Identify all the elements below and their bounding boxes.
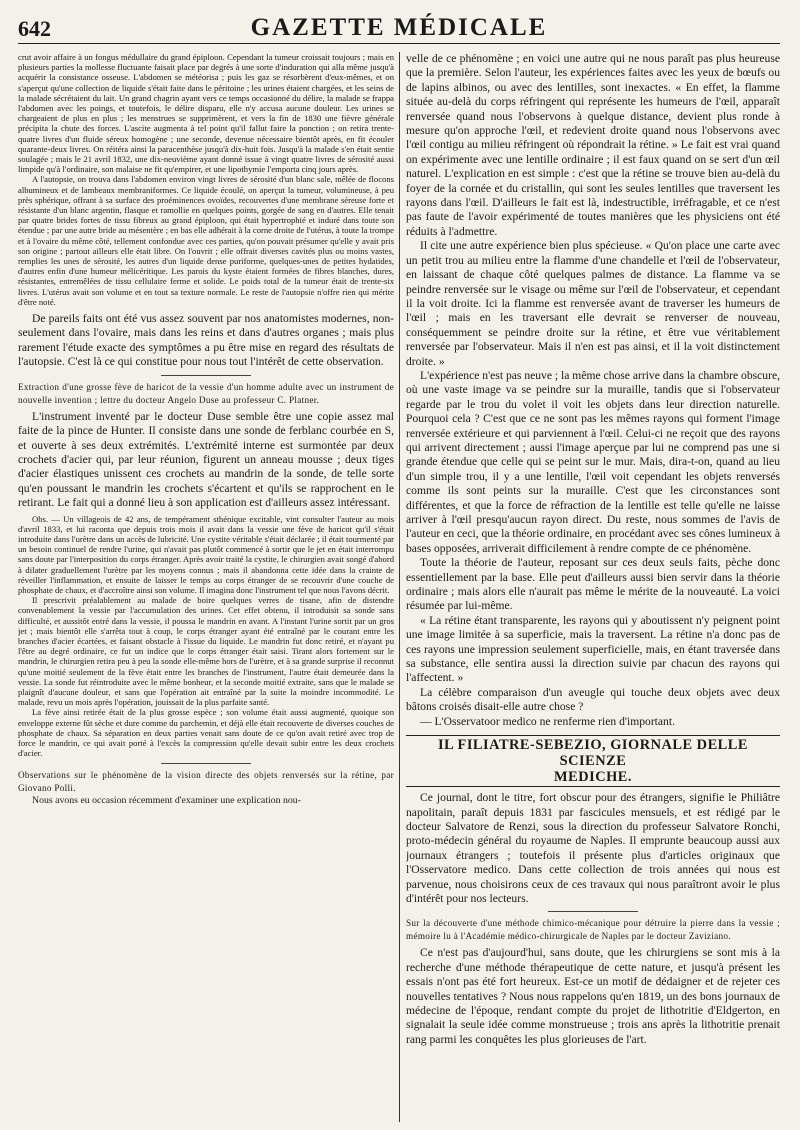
- section-title-line-1: IL FILIATRE-SEBEZIO, GIORNALE DELLE SCIENZE: [438, 737, 748, 770]
- observation-paragraph: Obs. — Un villageois de 42 ans, de tempérament sthénique excitable, vint consulter l'auteur au mois d'avril 1833, et lui raconta que depuis trois mois il avait dans la vessie une fève de haricot qu'il s'était introduite dans l'urètre dans un accès de lubricité. Une cystite véritable s'était déclarée ; il était tourmenté par un besoin continuel de rendre l'urine, qui n'avait pas plutôt commencé à sortir que le jet en était interrompu sans doute par l'interposition du corps étranger. Après avoir traité la cystite, le chirurgien avait songé d'abord à dilater graduellement l'urètre par les moyens connus ; mais il abandonna cette idée dans la crainte de réveiller l'inflammation, et ensuite de laisser le temps au corps étranger de se recouvrir d'une couche de phosphate de chaux, et d'accroître ainsi son volume. Il imagina donc l'instrument tel que nous l'avons décrit.: [18, 513, 394, 595]
- osservatore-note: — L'Osservatoor medico ne renferme rien d'important.: [420, 714, 675, 728]
- article-heading-duse: Extraction d'une grosse fève de haricot de la vessie d'un homme adulte avec un instrument de nouvelle invention ; lettre du docteur Angelo Duse au professeur C. Platner.: [18, 381, 394, 405]
- separator-rule: [161, 763, 251, 764]
- vision-continuation-paragraph: velle de ce phénomène ; en voici une autre qui ne nous paraît pas plus heureuse que la première. Selon l'auteur, les expériences faites avec les yeux de bœufs ou de lapins albinos, ou avec des lentilles, sont inexactes. « En effet, la flamme située au-delà du corps réfringent qui représente les humeurs de l'œil, apparaît renversée quand nous l'observons à quelque distance, devient plus ronde à mesure qu'on approche l'œil, et redevient droite quand nous l'observons avec l'œil contigu au milieu réfringent où répondrait la rétine. » Le fait est vrai quand on expérimente avec une lentille ordinaire ; il est faux quand on se sert d'un œil naturel. L'explication en est simple : c'est que la rétine se trouve bien au-delà du foyer de la cornée et du cristallin, qui sont les seules lentilles que traversent les rayons dans l'œil. D'ailleurs le fait est là, indestructible, irréfragable, et ce n'est pas faute de l'avoir expérimenté de toutes manières que les physiciens ont été réduits à l'admettre.: [406, 52, 780, 238]
- instrument-description-paragraph: L'instrument inventé par le docteur Duse semble être une copie assez mal faite de la pince de Hunter. Il consiste dans une sonde de ferblanc courbée en S, et ouverte à ses deux extrémités. L'extrémité interne est surmontée par deux crochets d'acier qui, par leur réunion, figurent un anneau mousse ; deux tiges d'acier élastiques unissent ces crochets au mandrin de la sonde, de telle sorte qu'en poussant le mandrin les crochets s'écartent et qu'ils se rapprochent en le retirant. Le fait qui a donné lieu à son application est d'ailleurs assez intéressant.: [18, 409, 394, 510]
- journal-title: GAZETTE MÉDICALE: [250, 14, 548, 41]
- candle-experiment-paragraph: Il cite une autre expérience bien plus spécieuse. « Qu'on place une carte avec un petit trou au milieu entre la flamme d'une chandelle et l'œil de l'observateur, en laissant de chaque côté quelques palmes de distance. La flamme va se peindre renversée sur le visage ou même sur l'œil de l'observateur, et cependant il la voit droite. Ici la flamme est renversée avant de traverser les humeurs de l'œil ; mais en les traversant elle devrait se renverser de nouveau, conséquemment se peindre droite sur la rétine, et être vue véritablement renversée par l'observateur. Mais il n'en est pas ainsi, et il la voit distinctement droite. »: [406, 239, 780, 368]
- page-number: 642: [18, 16, 51, 41]
- column-divider: [399, 52, 400, 1122]
- theory-critique-paragraph: Toute la théorie de l'auteur, reposant sur ces deux seuls faits, pèche donc essentiellement par la base. Elle peut d'ailleurs aussi bien servir dans la théorie ordinaire ; mais alors elle n'aurait pas même le mérite de la nouveauté. La voici résumée par lui-même.: [406, 556, 780, 613]
- vision-intro-paragraph: Nous avons eu occasion récemment d'examiner une explication nou-: [32, 795, 301, 807]
- bean-description-paragraph: La fève ainsi retirée était de la plus grosse espèce ; son volume était aussi augmenté, quoique son enveloppe externe fût sèche et dure comme du parchemin, et déjà elle était recouverte de diverses couches de phosphate de chaux. Sa séparation en deux parties venait sans doute de ce qu'on avait retiré avec trop de force le mandrin, ce qui avait porté à l'excès la compression qu'elle devait subir entre les deux crochets d'acier.: [18, 707, 394, 759]
- procedure-paragraph: Il prescrivit préalablement au malade de boire quelques verres de tisane, afin de distendre convenablement la vessie par l'accumulation des urines. Cet effet obtenu, il introduisit sa sonde sans difficulté, et aussitôt entré dans la vessie, il poussa le mandrin en avant. A l'instant l'urine sortit par un gros jet ; mais bientôt elle s'arrêta tout à coup, le corps étranger ayant été entraîné par le courant entre les branches d'acier écartées, et faisant obstacle à l'issue du liquide. Le mandrin fut donc retiré, et n'ayant pu l'être au degré ordinaire, ce fut un indice que le corps étranger était saisi. Tirant alors fortement sur le mandrin, le chirurgien retira peu à peu la sonde elle-même hors de l'urètre, et à sa grande surprise il reconnut qu'une moitié seulement de la fève était entre les branches de l'instrument, l'autre était demeurée dans la vessie. La sonde fut réintroduite avec le même bonheur, et la seconde moitié extraite, sans que le malade se plaignît d'aucune douleur, et sans que l'opération ait entraîné par la suite la moindre incommodité. Le malade, revu un mois après l'opération, jouissait de la plus parfaite santé.: [18, 595, 394, 708]
- left-column: [18, 52, 394, 1124]
- separator-rule: [548, 911, 638, 912]
- right-column: [406, 52, 780, 1124]
- blind-man-comparison: La célèbre comparaison d'un aveugle qui touche deux objets avec deux bâtons croisés disait-elle autre chose ?: [406, 685, 780, 714]
- commentary-paragraph: De pareils faits ont été vus assez souvent par nos anatomistes modernes, non-seulement dans l'ovaire, mais dans les reins et dans d'autres organes ; mais plus rarement l'étude exacte des symptômes a pu être mise en regard des résultats de l'autopsie. C'est là ce qui constitue pour nous tout l'intérêt de cette observation.: [18, 312, 394, 369]
- author-summary-quote: « La rétine étant transparente, les rayons qui y aboutissent n'y peignent point une image limitée à sa superficie, mais la traversent. La rétine n'a donc pas de ces rayons une impression seulement superficielle, mais, en étant traversée dans sa substance, elle sentira aussi la direction suivie par chacun des rayons qui l'affectent. »: [406, 613, 780, 685]
- separator-rule: [161, 375, 251, 376]
- journal-description-paragraph: Ce journal, dont le titre, fort obscur pour des étrangers, signifie le Philiâtre napolitain, paraît depuis 1831 par fascicules mensuels, et est rédigé par le docteur Salvatore de Renzi, sous la direction du professeur Salvatore Ronchi, proto-médecin général du royaume de Naples. Il emprunte beaucoup aussi aux journaux étrangers ; toutefois il présente plus d'articles originaux que l'Osservatore medico. Dans cette collection de trois années qui nous est parvenue, nous choisirons ceux de ces travaux qui nous paraîtront avoir le plus d'intérêt pour nos lecteurs.: [406, 791, 780, 905]
- section-title-line-2: MEDICHE.: [554, 769, 632, 786]
- lithotrity-paragraph: Ce n'est pas d'aujourd'hui, sans doute, que les chirurgiens se sont mis à la recherche d'une méthode thérapeutique de cette nature, et jusqu'à présent les essais n'ont pas été fort heureux. Est-ce un motif de dédaigner et de rejeter ces nouvelles tentatives ? Nous nous rappelons qu'en 1819, un des bons journaux de médecine de l'époque, rendant compte du projet de lithotritie d'Eldgerton, en signalait la seule idée comme monstrueuse ; trois ans après la lithotritie prenait rang parmi les conquêtes les plus glorieuses de l'art.: [406, 946, 780, 1046]
- page-header: [18, 14, 780, 44]
- case-continuation-paragraph: crut avoir affaire à un fongus médullaire du grand épiploon. Cependant la tumeur croissait toujours ; mais en plusieurs parties la mollesse fluctuante faisait place par degrés à une sorte d'induration qui alla même jusqu'à acquérir la consistance osseuse. L'abdomen se météorisa ; puis les gaz se résorbèrent d'eux-mêmes, et on s'aperçut qu'une collection de liquide s'était faite dans le péritoine ; les urines étaient chargées, et les seins de la malade sécrétaient du lait. Un grand chagrin ayant vers ce temps occasionné du délire, la malade se frappa l'abdomen avec les poings, et toutefois, le délire disparu, elle n'y accusa aucune douleur. Les urines se chargeaient de plus en plus ; les menstrues se supprimèrent, et vers la fin de 1830 une fièvre générale précipita la chute des forces. L'ascite augmenta à tel point qu'il fallut faire la ponction ; on retira trente-quatre livres d'un fluide séreux homogène ; une seconde, devenue nécessaire bientôt après, en fit écouler quarante-deux livres. On réitéra ainsi la paracenthèse jusqu'à dix-huit fois. Jusqu'à la malade s'en était sentie soulagée ; mais le 21 avril 1832, une dix-neuvième ayant donné issue à vingt quatre livres de sérosité aussi limpide qu'à l'ordinaire, son malaise ne fit qu'empirer, et une lipothymie l'emporta cinq jours après.: [18, 52, 394, 175]
- autopsy-paragraph: A l'autopsie, on trouva dans l'abdomen environ vingt livres de sérosité d'un blanc sale, mêlée de flocons albumineux et de lambeaux membraniformes. Ce liquide écoulé, on aperçut la tumeur, volumineuse, à peu près sphérique, offrant à sa surface des proéminences ovoïdes, recouvertes d'une membrane séreuse forte et résistante d'un blanc argentin, flasque et ramollie en quelques points, gorgée de sang en d'autres. Elle tenait par quatre brides fortes de tissu fibreux au grand épiploon, qui était hypertrophié et induré dans toute son étendue ; par une autre bride au mésentère ; en bas elle adhérait à la corne droite de l'utérus, à toute la trompe et à l'ovaire du même côté, tellement confondue avec ces parties, qu'on pouvait présumer qu'elle y avait pris son origine ; partout ailleurs elle était libre. On l'ouvrit ; elle offrait diverses cavités plus ou moins vastes, remplies les unes de sérosité, les autres d'un liquide dense puriforme, quelques-unes de petites hydatides, d'autres enfin d'une humeur mélicéritique. Les parois du kyste étaient formées de fibres blanches, dures, résistantes, entremêlées de tissu cellulaire ferme et solide. Le poids total de la tumeur était de trente-six livres. L'utérus avait son volume et en tout sa texture normale. Le reste de l'autopsie n'offre rien qui mérite d'être noté.: [18, 174, 394, 307]
- article-heading-polli: Observations sur le phénomène de la vision directe des objets renversés sur la rétine, par Giovano Polli.: [18, 770, 394, 794]
- section-title-filiatre: [406, 735, 780, 787]
- camera-obscura-paragraph: L'expérience n'est pas neuve ; la même chose arrive dans la chambre obscure, où une vaste image va se peindre sur la muraille, tandis que si l'observateur regarde par le trou du volet il voit les objets dans leur direction naturelle. Pourquoi cela ? C'est que ce ne sont pas les mêmes rayons qui forment l'image renversée extérieure et qui parviennent à l'œil. Celui-ci ne reçoit que des rayons qui arrivent directement ; aussi l'image aperçue par lui ne comprend pas une si grande étendue que celle qui se peint sur le mur. Mais, dira-t-on, quand au lieu d'un simple trou, il y a une lentille, l'œil voit cependant les objets renversés comme ils sont peints sur la muraille. C'est que les circonstances sont différentes, et que la force de réfraction de la lentille est telle qu'elle ne laisse arriver à l'œil presqu'aucun rayon direct. Du reste, nous sommes de l'avis de l'auteur en ceci, que la théorie ordinaire, en procédant avec ses cônes lumineux à bases opposées, arriverait difficilement à rendre compte de ce phénomène.: [406, 368, 780, 555]
- article-heading-zaviziano: Sur la découverte d'une méthode chimico-mécanique pour détruire la pierre dans la vessie ; mémoire lu à l'Académie médico-chirurgicale de Naples par le docteur Zaviziano.: [406, 918, 780, 942]
